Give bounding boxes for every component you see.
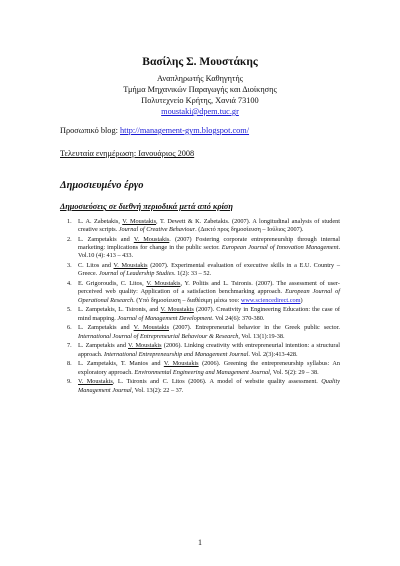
reference-authors: L. Zampetakis and	[78, 324, 134, 332]
reference-number: 3.	[67, 262, 72, 270]
author-university: Πολυτεχνείο Κρήτης, Χανιά 73100	[141, 96, 259, 105]
reference-item	[67, 342, 340, 358]
reference-body: , T. Dewett & K. Zabetakis. (2007). A longitudinal analysis of student creative scripts.	[78, 218, 340, 234]
reference-details: . Vol 24(6): 370-380.	[212, 314, 265, 322]
reference-journal: Journal of Creative Behaviour	[118, 226, 196, 234]
page-number: 1	[198, 538, 202, 547]
reference-authors: E. Grigoroudis, C. Litos,	[78, 280, 147, 288]
reference-body: (2007). Entrepreneurial behavior in the Greek public sector.	[169, 324, 340, 332]
blog-link[interactable]: http://management-gym.blogspot.com/	[120, 126, 250, 135]
reference-journal: Environmental Engineering and Management Journal	[134, 368, 270, 376]
reference-highlight-author: V. Moustakis	[128, 342, 162, 350]
email-line	[0, 106, 400, 117]
author-position: Αναπληρωτής Καθηγητής	[157, 74, 243, 83]
reference-journal: Journal of Leadership Studies	[98, 270, 174, 278]
reference-item	[67, 306, 340, 322]
reference-authors: L. Zampetakis, L. Tsironis, and	[78, 306, 161, 314]
reference-number: 9.	[67, 378, 72, 386]
reference-body: , Y. Politis and L. Tsironis. (2007). The assessment of user-perceived web quality: Application of a satisfaction benchmarking approach.	[78, 280, 340, 296]
reference-item	[67, 360, 340, 376]
reference-authors: C. Litos and	[78, 262, 114, 270]
reference-item	[67, 280, 340, 305]
reference-authors: L. A. Zabetakis,	[78, 218, 123, 225]
subsection-title: Δημοσιεύσεις σε διεθνή περιοδικά μετά από κρίση	[60, 202, 233, 211]
reference-highlight-author: V. Moustakis	[133, 236, 170, 243]
reference-number: 5.	[67, 306, 72, 314]
reference-details: . (Δεκτό προς δημοσίευση – Ιούλιος 2007).	[195, 226, 304, 234]
reference-details: . 1(2): 33 – 52.	[174, 270, 212, 278]
reference-journal: International Journal of Entrepreneurial Behaviour & Research	[78, 332, 239, 340]
reference-body: , L. Tsironis and C. Litos (2006). A model of website quality assessment.	[112, 378, 322, 386]
reference-authors: L. Zampetakis and	[78, 342, 129, 350]
reference-details: . (Υπό δημοσίευση – διαθέσιμη μέσω του:	[133, 296, 241, 304]
reference-highlight-author: V. Moustakis	[113, 262, 148, 270]
section-title: Δημοσιευμένο έργο	[60, 180, 144, 191]
email-link[interactable]: moustaki@dpem.tuc.gr	[161, 107, 239, 116]
reference-item	[67, 324, 340, 340]
reference-details: , Vol. 13(1):19-38.	[238, 332, 285, 340]
author-department: Τμήμα Μηχανικών Παραγωγής και Διοίκησης	[123, 85, 277, 94]
reference-details: , Vol. 13(2): 22 – 37.	[131, 386, 184, 394]
reference-details-end: )	[300, 296, 303, 304]
reference-highlight-author: V. Moustakis	[160, 306, 194, 314]
reference-details: . Vol. 2(3):413-428.	[248, 350, 298, 358]
reference-highlight-author: V. Moustakis	[78, 378, 113, 386]
reference-journal: European Journal of Operational Research	[78, 288, 340, 304]
last-updated: Τελευταία ενημέρωση: Ιανουάριος 2008	[60, 149, 195, 158]
blog-label: Προσωπικό blog:	[60, 126, 120, 135]
reference-number: 8.	[67, 360, 72, 368]
reference-body: (2007). Experimental evaluation of executive skills in a E.U. Country – Greece.	[78, 262, 340, 278]
reference-number: 4.	[67, 280, 72, 288]
reference-item	[67, 262, 340, 278]
reference-body: (2006). Linking creativity with entrepreneurial intention: a structural approach.	[78, 342, 340, 358]
reference-body: (2007). Creativity in Engineering Education: the case of mind mapping.	[78, 306, 340, 322]
reference-number: 2.	[67, 236, 72, 243]
reference-link[interactable]: www.sciencedirect.com	[240, 296, 301, 304]
author-name: Βασίλης Σ. Μουστάκης	[142, 56, 258, 68]
reference-body: . (2007) Fostering corporate entrepreneurship through internal marketing: implications for change in the public sector.	[78, 236, 340, 252]
reference-list	[67, 218, 341, 396]
reference-details: , Vol. 5(2): 29 – 38.	[269, 368, 319, 376]
reference-highlight-author: V. Moustakis	[133, 324, 170, 332]
reference-journal: Quality Management Journal	[78, 378, 340, 394]
reference-item	[67, 236, 341, 261]
blog-line	[60, 126, 249, 135]
reference-number: 1.	[67, 218, 72, 225]
reference-highlight-author: V. Moustakis	[163, 360, 199, 368]
reference-number: 7.	[67, 342, 72, 350]
reference-journal: International Entrepreneurship and Management Journal	[104, 350, 249, 358]
reference-authors: L. Zampetakis and	[78, 236, 134, 243]
reference-authors: L. Zampetakis, T. Manios and	[78, 360, 164, 368]
reference-body: (2006). Greening the entrepreneurship syllabus: An exploratory approach.	[78, 360, 340, 376]
reference-number: 6.	[67, 324, 72, 332]
reference-journal: Journal of Management Development	[117, 314, 213, 322]
reference-item	[67, 378, 340, 394]
reference-item	[67, 218, 340, 234]
reference-highlight-author: V. Moustakis	[146, 280, 181, 288]
reference-journal: European Journal of Innovation Management	[221, 244, 339, 252]
reference-highlight-author: V. Moustakis	[122, 218, 157, 225]
reference-details: . Vol.10 (4): 413 – 433.	[78, 244, 341, 260]
